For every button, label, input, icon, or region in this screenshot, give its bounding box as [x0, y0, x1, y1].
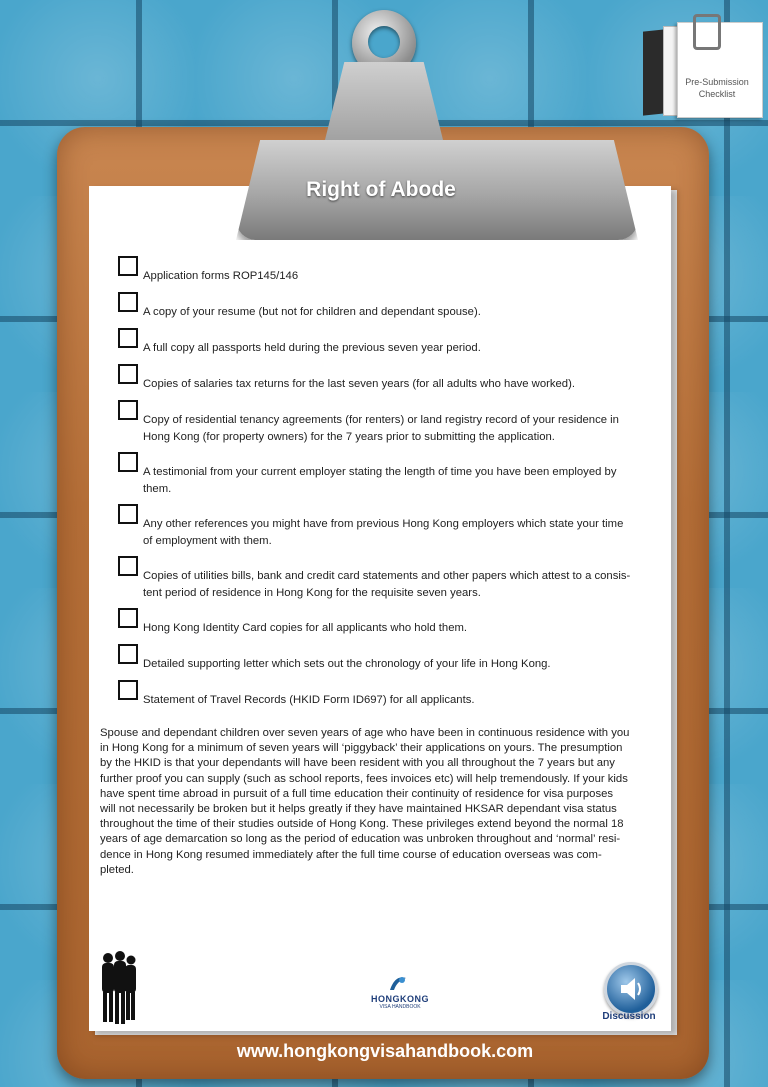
checkbox[interactable] [118, 400, 138, 420]
discussion-label: Discussion [602, 1011, 656, 1022]
item-line: Any other references you might have from previous Hong Kong employers which state your time [143, 518, 624, 530]
page-title: Right of Abode [306, 178, 456, 201]
checkbox[interactable] [118, 504, 138, 524]
paragraph-line: Spouse and dependant children over seven years of age who have been in continuous residence with you [100, 727, 630, 739]
website-url[interactable]: www.hongkongvisahandbook.com [236, 1041, 534, 1061]
paragraph-line: throughout the time of their studies outside of Hong Kong. These privileges extend beyond the normal 18 [100, 818, 624, 831]
item-line: Copies of salaries tax returns for the last seven years (for all adults who have worked). [143, 378, 575, 390]
checklist-item-text [143, 412, 658, 446]
checkbox[interactable] [118, 452, 138, 472]
paragraph-line: further proof you can supply (such as school reports, fees invoices etc) will help tremendously. If your kids [100, 772, 628, 785]
item-line: Statement of Travel Records (HKID Form ID697) for all applicants. [143, 694, 475, 706]
checkbox[interactable] [118, 256, 138, 276]
paragraph-line: by the HKID is that your dependants will have been resident with you all throughout the 7 years but any [100, 757, 615, 770]
checkbox[interactable] [118, 364, 138, 384]
checkbox[interactable] [118, 556, 138, 576]
paragraph-line: pleted. [100, 863, 134, 876]
logo-mark-icon [388, 974, 408, 992]
checkbox[interactable] [118, 644, 138, 664]
checklist-item-text [143, 304, 658, 321]
logo-subtitle: VISA HANDBOOK [379, 1004, 421, 1010]
paragraph-line: in Hong Kong for a minimum of seven years will ‘piggyback’ their applications on yours. The presumption [100, 742, 623, 755]
item-line: Copy of residential tenancy agreements (for renters) or land registry record of your residence in [143, 414, 619, 426]
pre-submission-checklist-widget[interactable] [643, 20, 763, 108]
item-line: them. [143, 483, 172, 495]
item-line: of employment with them. [143, 535, 272, 547]
paragraph-line: have spent time abroad in pursuit of a full time education their continuity of residence for visa purposes [100, 787, 614, 800]
checklist-label-line1: Pre-Submission [685, 77, 749, 87]
checklist-label-line2: Checklist [698, 89, 736, 99]
item-line: A testimonial from your current employer stating the length of time you have been employed by [143, 466, 617, 478]
checklist-item-text [143, 656, 658, 673]
paragraph-line: years of age demarcation so long as the period of education was unbroken throughout and ‘normal’ resi- [100, 833, 621, 846]
speaker-icon [607, 965, 655, 1013]
item-line: tent period of residence in Hong Kong for the requisite seven years. [143, 587, 481, 599]
discussion-button[interactable] [604, 962, 658, 1016]
spouse-dependants-paragraph [100, 726, 660, 878]
item-line: Application forms ROP145/146 [143, 270, 299, 282]
checklist-item-text [143, 464, 658, 498]
checklist-item-text [143, 340, 658, 357]
item-line: A copy of your resume (but not for children and dependant spouse). [143, 306, 481, 318]
people-silhouette-icon [96, 950, 142, 1026]
item-line: A full copy all passports held during the previous seven year period. [143, 342, 481, 354]
checklist-item-text [143, 516, 658, 550]
checklist-label [657, 76, 768, 100]
checklist-item-text [143, 692, 658, 709]
hongkong-visa-handbook-logo[interactable] [360, 974, 440, 1014]
checkbox[interactable] [118, 680, 138, 700]
paragraph-line: will not necessarily be broken but it helps greatly if they have maintained HKSAR dependant visa status [100, 803, 617, 816]
paragraph-line: dence in Hong Kong resumed immediately after the full time course of education overseas was com- [100, 848, 602, 861]
item-line: Hong Kong (for property owners) for the 7 years prior to submitting the application. [143, 431, 555, 443]
checkbox[interactable] [118, 328, 138, 348]
checklist-item-text [143, 268, 658, 285]
item-line: Detailed supporting letter which sets out the chronology of your life in Hong Kong. [143, 658, 551, 670]
item-line: Hong Kong Identity Card copies for all applicants who hold them. [143, 622, 468, 634]
checkbox[interactable] [118, 608, 138, 628]
item-line: Copies of utilities bills, bank and credit card statements and other papers which attest to a consis- [143, 570, 631, 582]
checkbox[interactable] [118, 292, 138, 312]
checklist-item-text [143, 568, 658, 602]
paperclip-icon [693, 14, 721, 50]
checklist-item-text [143, 376, 658, 393]
logo-name: HONGKONG [371, 994, 429, 1004]
checklist-item-text [143, 620, 658, 637]
